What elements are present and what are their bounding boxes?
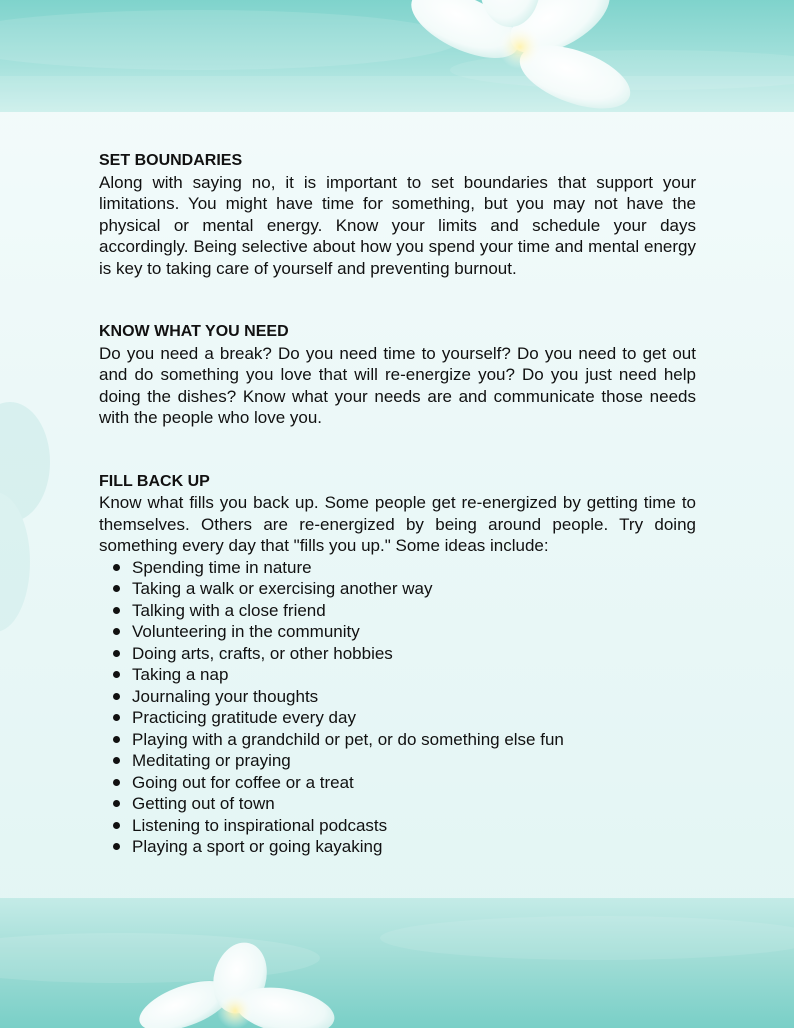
list-item: Taking a walk or exercising another way [113,578,696,600]
ideas-list [99,557,696,858]
bullet-icon [113,779,120,786]
section-set-boundaries [99,150,696,279]
list-item: Meditating or praying [113,750,696,772]
bullet-icon [113,628,120,635]
bullet-icon [113,671,120,678]
section-body: Along with saying no, it is important to set boundaries that support your limitations. You might have time for something, but you may not have the physical or mental energy. Know your limits and schedule your days accordingly. Being selective about how you spend your time and mental energy is key to taking care of yourself and preventing burnout. [99,172,696,278]
list-item: Going out for coffee or a treat [113,772,696,794]
bullet-icon [113,800,120,807]
plumeria-flower-image [0,0,794,112]
list-item: Journaling your thoughts [113,686,696,708]
bullet-icon [113,736,120,743]
bullet-icon [113,714,120,721]
section-body: Know what fills you back up. Some people get re-energized by getting time to themselves. Others are re-energized by being around people. Try doing something every day that "fills you up." Some ideas include: [99,493,696,555]
list-item: Volunteering in the community [113,621,696,643]
list-item: Getting out of town [113,793,696,815]
bullet-icon [113,585,120,592]
bullet-icon [113,693,120,700]
section-body: Do you need a break? Do you need time to yourself? Do you need to get out and do something you love that will re-energize you? Do you just need help doing the dishes? Know what your needs are and communicate those needs with the people who love you. [99,343,696,427]
section-heading: SET BOUNDARIES [99,152,243,169]
bullet-icon [113,757,120,764]
section-fill-back-up [99,471,696,858]
list-item: Practicing gratitude every day [113,707,696,729]
list-item: Taking a nap [113,664,696,686]
document-content [99,150,696,858]
list-item: Playing with a grandchild or pet, or do something else fun [113,729,696,751]
section-heading: FILL BACK UP [99,472,210,490]
bullet-icon [113,564,120,571]
bullet-icon [113,822,120,829]
bullet-icon [113,607,120,614]
list-item: Playing a sport or going kayaking [113,836,696,858]
bottom-flower-banner [0,898,794,1028]
bullet-icon [113,650,120,657]
list-item: Spending time in nature [113,557,696,579]
top-flower-banner [0,0,794,112]
list-item: Talking with a close friend [113,600,696,622]
section-heading: KNOW WHAT YOU NEED [99,323,289,340]
bullet-icon [113,843,120,850]
section-know-what-you-need [99,321,696,429]
list-item: Doing arts, crafts, or other hobbies [113,643,696,665]
plumeria-flower-image [0,898,794,1028]
list-item: Listening to inspirational podcasts [113,815,696,837]
